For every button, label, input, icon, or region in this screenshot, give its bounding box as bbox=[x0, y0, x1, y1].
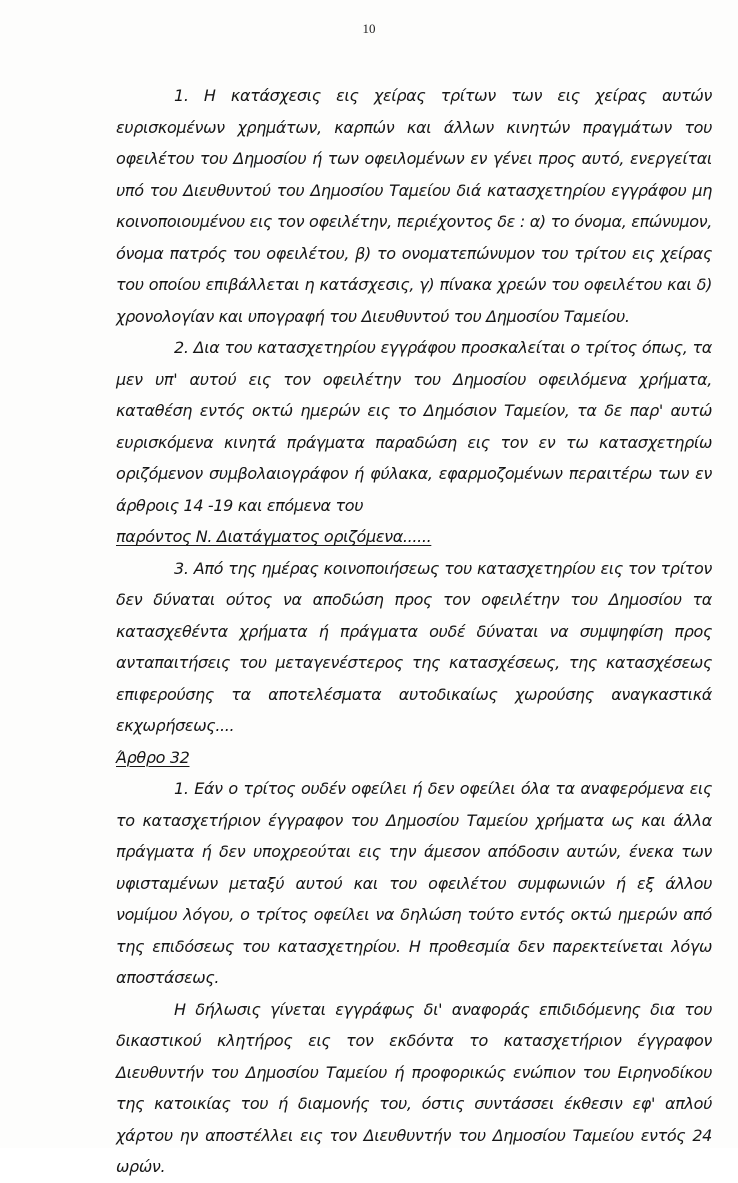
paragraph-1: 1. Η κατάσχεσις εις χείρας τρίτων των εις χείρας αυτών ευρισκομένων χρημάτων, καρπών και άλλων κινητών πραγμάτων του οφειλέτου του Δημοσίου ή των οφειλομένων εν γένει προς αυτό, ενεργείται υπό του Διευθυντού του Δημοσίου Ταμείου διά κατασχετηρίου εγγράφου μη κοινοποιουμένου εις τον οφειλέτην, περιέχοντος δε : α) το όνομα, επώνυμον, όνομα πατρός του οφειλέτου, β) το ονοματεπώνυμον του τρίτου εις χείρας του οποίου επιβάλλεται η κατάσχεσις, γ) πίνακα χρεών του οφειλέτου και δ) χρονολογίαν και υπογραφή του Διευθυντού του Δημοσίου Ταμείου. bbox=[116, 86, 712, 326]
document-body bbox=[116, 80, 712, 1183]
paragraph-2: 2. Δια του κατασχετηρίου εγγράφου προσκαλείται ο τρίτος όπως, τα μεν υπ' αυτού εις τον οφειλέτην του Δημοσίου οφειλόμενα χρήματα, καταθέση εντός οκτώ ημερών εις το Δημόσιον Ταμείον, τα δε παρ' αυτώ ευρισκόμενα κινητά πράγματα παραδώση εις τον εν τω κατασχετηρίω οριζόμενον συμβολαιογράφον ή φύλακα, εφαρμοζομένων περαιτέρω των εν άρθροις 14 -19 και επόμενα του bbox=[116, 338, 712, 515]
article-heading-text: Άρθρο 32 bbox=[116, 747, 190, 767]
paragraph-3: 3. Από της ημέρας κοινοποιήσεως του κατασχετηρίου εις τον τρίτον δεν δύναται ούτος να αποδώση προς τον οφειλέτην του Δημοσίου τα κατασχεθέντα χρήματα ή πράγματα ουδέ δύναται να συμψηφίση προς ανταπαιτήσεις του μεταγενέστερος της κατασχέσεως, της κατασχέσεως επιφερούσης τα αποτελέσματα αυτοδικαίως χωρούσης αναγκαστικά εκχωρήσεως.... bbox=[116, 558, 712, 735]
paragraph-2-underlined-tail: παρόντος Ν. Διατάγματος οριζόμενα...... bbox=[116, 527, 432, 546]
article-heading bbox=[116, 742, 712, 774]
paragraph-5: Η δήλωσις γίνεται εγγράφως δι' αναφοράς επιδιδόμενης δια του δικαστικού κλητήρος εις τον εκδόντα το κατασχετήριον έγγραφον Διευθυντήν του Δημοσίου Ταμείου ή προφορικώς ενώπιον του Ειρηνοδίκου της κατοικίας του ή διαμονής του, όστις συντάσσει έκθεσιν εφ' απλού χάρτου ην αποστέλλει εις τον Διευθυντήν του Δημοσίου Ταμείου εντός 24 ωρών. bbox=[116, 999, 712, 1176]
paragraph-4: 1. Εάν ο τρίτος ουδέν οφείλει ή δεν οφείλει όλα τα αναφερόμενα εις το κατασχετήριον έγγραφον του Δημοσίου Ταμείου χρήματα ως και άλλα πράγματα ή δεν υποχρεούται εις την άμεσον απόδοσιν αυτών, ένεκα των υφισταμένων μεταξύ αυτού και του οφειλέτου συμφωνιών ή εξ άλλου νομίμου λόγου, ο τρίτος οφείλει να δηλώση τούτο εντός οκτώ ημερών από της επιδόσεως του κατασχετηρίου. Η προθεσμία δεν παρεκτείνεται λόγω αποστάσεως. bbox=[116, 779, 712, 987]
page-number: 10 bbox=[362, 21, 376, 36]
paragraph-2-tail bbox=[116, 521, 712, 553]
